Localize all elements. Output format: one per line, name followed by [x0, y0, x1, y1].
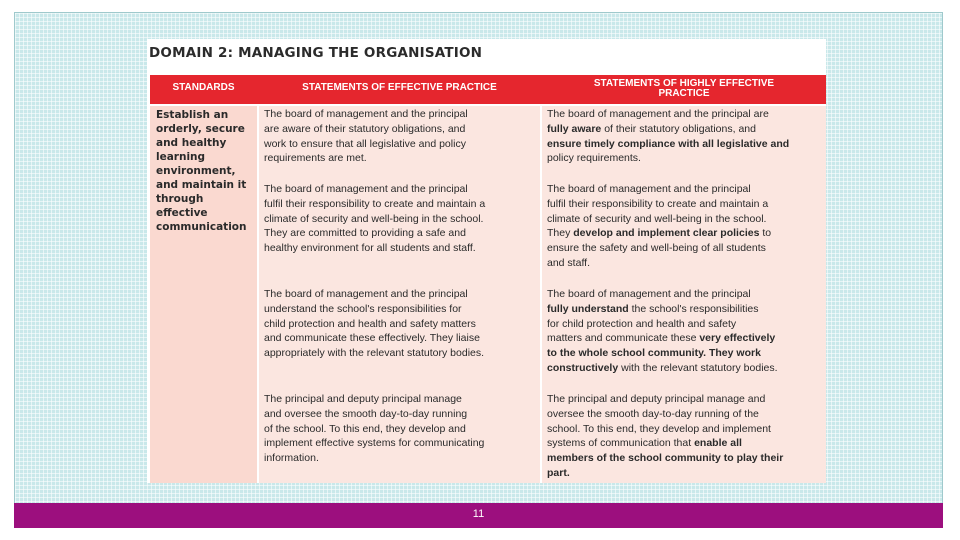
emphasis-text: develop and implement clear policies — [573, 227, 760, 240]
emphasis-text: very effectively to the whole school community. They work constructively — [547, 332, 776, 374]
statement-text: The principal and deputy principal manage and oversee the smooth day-to-day running of the school. To this end, they develop and implement systems of communication that — [547, 393, 771, 450]
header-effective-practice: STATEMENTS OF EFFECTIVE PRACTICE — [302, 82, 497, 93]
emphasis-text: part. — [547, 466, 570, 479]
highly-effective-statement — [547, 287, 778, 376]
document-image — [147, 39, 826, 483]
highly-effective-statement — [547, 182, 771, 271]
statement-text: of their statutory obligations, and — [604, 122, 756, 135]
emphasis-text: ensure timely compliance with all legislative and — [547, 137, 790, 150]
emphasis-text: fully aware — [547, 122, 602, 135]
statement-text: the school's responsibilities for child protection and health and safety matters and communicate these — [547, 302, 759, 345]
header-standards: STANDARDS — [172, 82, 235, 93]
header-highly-effective-practice: STATEMENTS OF HIGHLY EFFECTIVE PRACTICE — [593, 78, 775, 99]
statement-text: to ensure the safety and well-being of all students and staff. — [547, 227, 772, 269]
effective-practice-column — [259, 106, 540, 483]
highly-effective-practice-column — [542, 106, 826, 483]
footer-bar — [14, 503, 943, 528]
statement-text: The board of management and the principal fulfil their responsibility to create and maintain a climate of security and well-being in the school. They — [547, 183, 769, 240]
effective-statement: The board of management and the principal fulfil their responsibility to create and maintain a climate of security and well-being in the school. They are committed to providing a safe and healthy environment for all students and staff. — [264, 183, 486, 255]
practice-table — [150, 75, 826, 483]
effective-statement: The principal and deputy principal manage and oversee the smooth day-to-day running of the school. To this end, they develop and implement effective systems for communicating information. — [264, 393, 485, 465]
table-header — [150, 75, 826, 104]
standards-column — [150, 106, 257, 483]
page-number: 11 — [472, 508, 485, 520]
highly-effective-statement — [547, 107, 789, 166]
statement-text: with the relevant statutory bodies. — [618, 361, 778, 374]
emphasis-text: fully understand — [547, 302, 629, 315]
highly-effective-statement — [547, 392, 783, 481]
statement-text: The board of management and the principal — [547, 288, 751, 300]
effective-statement: The board of management and the principal are aware of their statutory obligations, and work to ensure that all legislative and policy requirements are met. — [264, 108, 468, 165]
emphasis-text: enable all members of the school community to play their — [547, 437, 784, 465]
statement-text: policy requirements. — [547, 152, 641, 165]
standard-text: Establish an orderly, secure and healthy learning environment, and maintain it through effective communication — [156, 109, 247, 233]
statement-text: The board of management and the principal are — [547, 108, 769, 120]
effective-statement: The board of management and the principal understand the school's responsibilities for child protection and health and safety matters and communicate these effectively. They liaise appropriately with the relevant statutory bodies. — [264, 288, 485, 360]
document-title: DOMAIN 2: MANAGING THE ORGANISATION — [149, 45, 483, 61]
